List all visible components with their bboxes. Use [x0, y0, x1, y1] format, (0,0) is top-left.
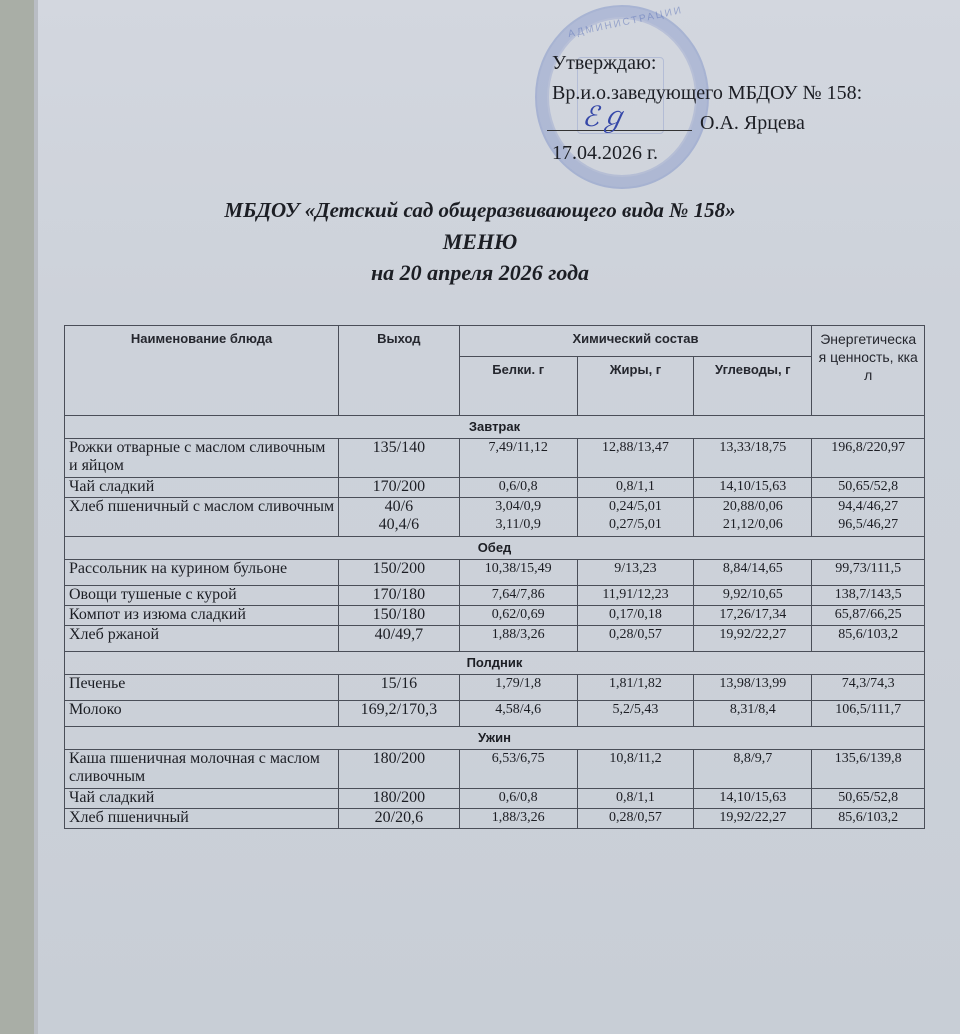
dish-output: 180/200 — [339, 750, 459, 789]
dish-proteins: 1,79/1,8 — [459, 675, 577, 701]
dish-row — [65, 626, 925, 652]
dish-proteins: 10,38/15,49 — [459, 560, 577, 586]
dish-fats: 1,81/1,82 — [577, 675, 693, 701]
dish-energy: 65,87/66,25 — [812, 606, 925, 626]
header-carbs: Углеводы, г — [694, 357, 812, 416]
dish-carbs: 14,10/15,63 — [694, 478, 812, 498]
meal-section-row — [65, 652, 925, 675]
dish-proteins: 1,88/3,26 — [459, 626, 577, 652]
dish-energy: 50,65/52,8 — [812, 789, 925, 809]
dish-output: 169,2/170,3 — [339, 701, 459, 727]
dish-fats: 0,17/0,18 — [577, 606, 693, 626]
dish-output: 40/6 40,4/6 — [339, 498, 459, 537]
dish-row — [65, 498, 925, 537]
dish-name: Хлеб пшеничный с маслом сливочным — [65, 498, 339, 537]
dish-output: 20/20,6 — [339, 809, 459, 829]
dish-name: Овощи тушеные с курой — [65, 586, 339, 606]
dish-name: Печенье — [65, 675, 339, 701]
meal-section-row — [65, 416, 925, 439]
document-header — [170, 195, 790, 288]
dish-row — [65, 586, 925, 606]
dish-carbs: 19,92/22,27 — [694, 809, 812, 829]
approve-label: Утверждаю: — [552, 52, 657, 74]
dish-output: 170/180 — [339, 586, 459, 606]
dish-fats: 0,28/0,57 — [577, 809, 693, 829]
dish-energy: 85,6/103,2 — [812, 626, 925, 652]
dish-fats: 0,24/5,01 0,27/5,01 — [577, 498, 693, 537]
dish-fats: 10,8/11,2 — [577, 750, 693, 789]
dish-carbs: 13,98/13,99 — [694, 675, 812, 701]
dish-fats: 12,88/13,47 — [577, 439, 693, 478]
dish-output: 15/16 — [339, 675, 459, 701]
dish-proteins: 4,58/4,6 — [459, 701, 577, 727]
dish-output: 135/140 — [339, 439, 459, 478]
dish-output: 180/200 — [339, 789, 459, 809]
dish-energy: 138,7/143,5 — [812, 586, 925, 606]
dish-name: Чай сладкий — [65, 789, 339, 809]
meal-section-title: Завтрак — [65, 416, 925, 439]
dish-output: 150/180 — [339, 606, 459, 626]
dish-energy: 50,65/52,8 — [812, 478, 925, 498]
dish-fats: 0,28/0,57 — [577, 626, 693, 652]
organization-name: МБДОУ «Детский сад общеразвивающего вида № 158» — [224, 198, 736, 222]
dish-row — [65, 606, 925, 626]
dish-carbs: 8,8/9,7 — [694, 750, 812, 789]
signature-mark: ℰℊ — [582, 100, 627, 133]
dish-energy: 196,8/220,97 — [812, 439, 925, 478]
approval-block — [552, 48, 862, 168]
header-proteins: Белки. г — [459, 357, 577, 416]
dish-fats: 9/13,23 — [577, 560, 693, 586]
dish-proteins: 0,62/0,69 — [459, 606, 577, 626]
dish-carbs: 8,84/14,65 — [694, 560, 812, 586]
dish-carbs: 14,10/15,63 — [694, 789, 812, 809]
dish-proteins: 7,49/11,12 — [459, 439, 577, 478]
menu-body — [65, 416, 925, 829]
dish-row — [65, 701, 925, 727]
header-fats: Жиры, г — [577, 357, 693, 416]
meal-section-row — [65, 537, 925, 560]
meal-section-row — [65, 727, 925, 750]
dish-energy: 74,3/74,3 — [812, 675, 925, 701]
meal-section-title: Ужин — [65, 727, 925, 750]
dish-proteins: 0,6/0,8 — [459, 789, 577, 809]
dish-carbs: 13,33/18,75 — [694, 439, 812, 478]
dish-energy: 106,5/111,7 — [812, 701, 925, 727]
header-dish-name: Наименование блюда — [65, 326, 339, 416]
dish-proteins: 1,88/3,26 — [459, 809, 577, 829]
dish-carbs: 9,92/10,65 — [694, 586, 812, 606]
paper-edge — [34, 0, 38, 1034]
dish-output: 170/200 — [339, 478, 459, 498]
meal-section-title: Обед — [65, 537, 925, 560]
dish-name: Рожки отварные с маслом сливочным и яйцом — [65, 439, 339, 478]
dish-fats: 0,8/1,1 — [577, 478, 693, 498]
dish-name: Молоко — [65, 701, 339, 727]
dish-output: 40/49,7 — [339, 626, 459, 652]
dish-fats: 5,2/5,43 — [577, 701, 693, 727]
dish-energy: 135,6/139,8 — [812, 750, 925, 789]
dish-carbs: 19,92/22,27 — [694, 626, 812, 652]
dish-proteins: 3,04/0,9 3,11/0,9 — [459, 498, 577, 537]
dish-carbs: 8,31/8,4 — [694, 701, 812, 727]
meal-section-title: Полдник — [65, 652, 925, 675]
dish-name: Рассольник на курином бульоне — [65, 560, 339, 586]
approval-date: 17.04.2026 г. — [552, 142, 658, 164]
dish-name: Каша пшеничная молочная с маслом сливочным — [65, 750, 339, 789]
dish-row — [65, 560, 925, 586]
signer-name: О.А. Ярцева — [700, 112, 805, 134]
dish-name: Чай сладкий — [65, 478, 339, 498]
dish-name: Компот из изюма сладкий — [65, 606, 339, 626]
dish-output: 150/200 — [339, 560, 459, 586]
dish-carbs: 17,26/17,34 — [694, 606, 812, 626]
menu-date: на 20 апреля 2026 года — [370, 260, 590, 285]
dish-energy: 85,6/103,2 — [812, 809, 925, 829]
header-energy: Энергетическая ценность, ккал — [812, 326, 925, 416]
dish-name: Хлеб ржаной — [65, 626, 339, 652]
dish-energy: 99,73/111,5 — [812, 560, 925, 586]
dish-proteins: 6,53/6,75 — [459, 750, 577, 789]
approver-position: Вр.и.о.заведующего МБДОУ № 158: — [552, 82, 863, 104]
signature-line — [552, 100, 862, 138]
dish-row — [65, 439, 925, 478]
dish-row — [65, 675, 925, 701]
stamp-text: АДМИНИСТРАЦИИ — [567, 4, 685, 41]
header-chemical-composition: Химический состав — [459, 326, 812, 357]
dish-fats: 0,8/1,1 — [577, 789, 693, 809]
dish-energy: 94,4/46,27 96,5/46,27 — [812, 498, 925, 537]
menu-table — [64, 325, 925, 829]
dish-name: Хлеб пшеничный — [65, 809, 339, 829]
dish-row — [65, 789, 925, 809]
dish-row — [65, 478, 925, 498]
dish-row — [65, 750, 925, 789]
dish-row — [65, 809, 925, 829]
dish-carbs: 20,88/0,06 21,12/0,06 — [694, 498, 812, 537]
header-output: Выход — [339, 326, 459, 416]
dish-proteins: 7,64/7,86 — [459, 586, 577, 606]
dish-proteins: 0,6/0,8 — [459, 478, 577, 498]
dish-fats: 11,91/12,23 — [577, 586, 693, 606]
document-title: МЕНЮ — [442, 229, 518, 254]
